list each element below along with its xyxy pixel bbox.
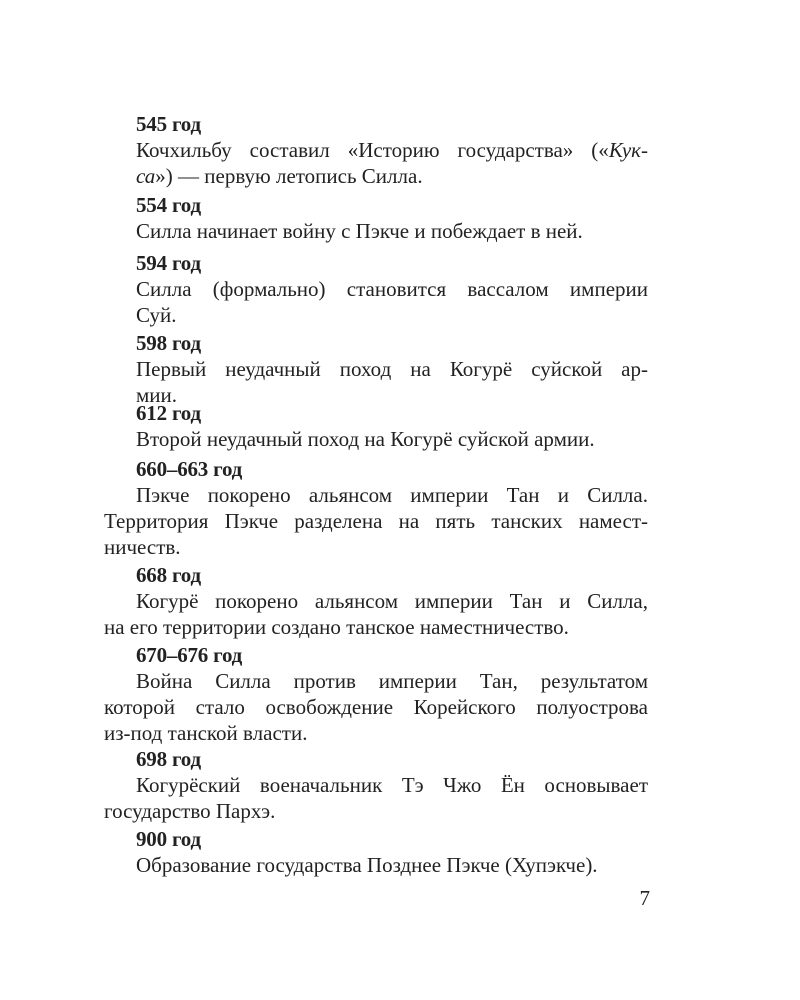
entry-line: из-под танской власти. xyxy=(104,721,308,745)
entry-text xyxy=(104,668,648,746)
timeline-entry-900 xyxy=(136,826,648,878)
entry-year: 698 год xyxy=(136,747,201,771)
entry-line: Пэкче покорено альянсом империи Тан и Силла. xyxy=(136,483,648,507)
entry-year: 670–676 год xyxy=(136,643,243,667)
timeline-entry-598 xyxy=(136,330,648,408)
entry-line: Образование государства Позднее Пэкче (Хупэкче). xyxy=(136,853,598,877)
entry-line: Первый неудачный поход на Когурё суйской ар- xyxy=(136,357,648,381)
entry-year: 545 год xyxy=(136,112,201,136)
entry-text xyxy=(104,772,648,824)
entry-year: 668 год xyxy=(136,563,201,587)
entry-line: Когурёский военачальник Тэ Чжо Ён основывает xyxy=(136,773,648,797)
timeline-entry-698 xyxy=(104,746,648,824)
entry-year: 660–663 год xyxy=(136,457,243,481)
entry-line: которой стало освобождение Корейского полуострова xyxy=(104,695,648,719)
entry-year: 612 год xyxy=(136,401,201,425)
entry-text xyxy=(104,588,648,640)
entry-text xyxy=(136,426,648,452)
entry-line: Кочхильбу составил «Историю государства» («Кук- xyxy=(136,138,648,162)
entry-line: Второй неудачный поход на Когурё суйской армии. xyxy=(136,427,595,451)
entry-line: Силла начинает войну с Пэкче и побеждает в ней. xyxy=(136,219,583,243)
entry-line: са») — первую летопись Силла. xyxy=(136,164,423,188)
entry-text xyxy=(136,218,648,244)
entry-line: мии. xyxy=(136,383,178,407)
entry-line: государство Пархэ. xyxy=(104,799,276,823)
timeline-entry-668 xyxy=(104,562,648,640)
entry-year: 900 год xyxy=(136,827,201,851)
entry-line: на его территории создано танское наместничество. xyxy=(104,615,569,639)
entry-text xyxy=(104,482,648,560)
entry-text xyxy=(136,137,648,189)
entry-text xyxy=(136,852,648,878)
timeline-entry-594 xyxy=(136,250,648,328)
entry-year: 594 год xyxy=(136,251,201,275)
entry-line: Война Силла против империи Тан, результатом xyxy=(136,669,648,693)
timeline-entry-545 xyxy=(136,111,648,189)
timeline-entry-612 xyxy=(136,400,648,452)
timeline-entry-554 xyxy=(136,192,648,244)
entry-line: Когурё покорено альянсом империи Тан и Силла, xyxy=(136,589,648,613)
entry-year: 554 год xyxy=(136,193,201,217)
timeline-entry-670-676 xyxy=(104,642,648,746)
entry-line: Территория Пэкче разделена на пять танских намест- xyxy=(104,509,648,533)
timeline-entry-660-663 xyxy=(104,456,648,560)
entry-line: ничеств. xyxy=(104,535,181,559)
italic-word: са xyxy=(136,164,156,188)
italic-word: Кук- xyxy=(608,138,648,162)
entry-line: Силла (формально) становится вассалом империи xyxy=(136,277,648,301)
entry-year: 598 год xyxy=(136,331,201,355)
entry-line: Суй. xyxy=(136,303,177,327)
page-number: 7 xyxy=(639,886,650,910)
entry-text xyxy=(136,276,648,328)
